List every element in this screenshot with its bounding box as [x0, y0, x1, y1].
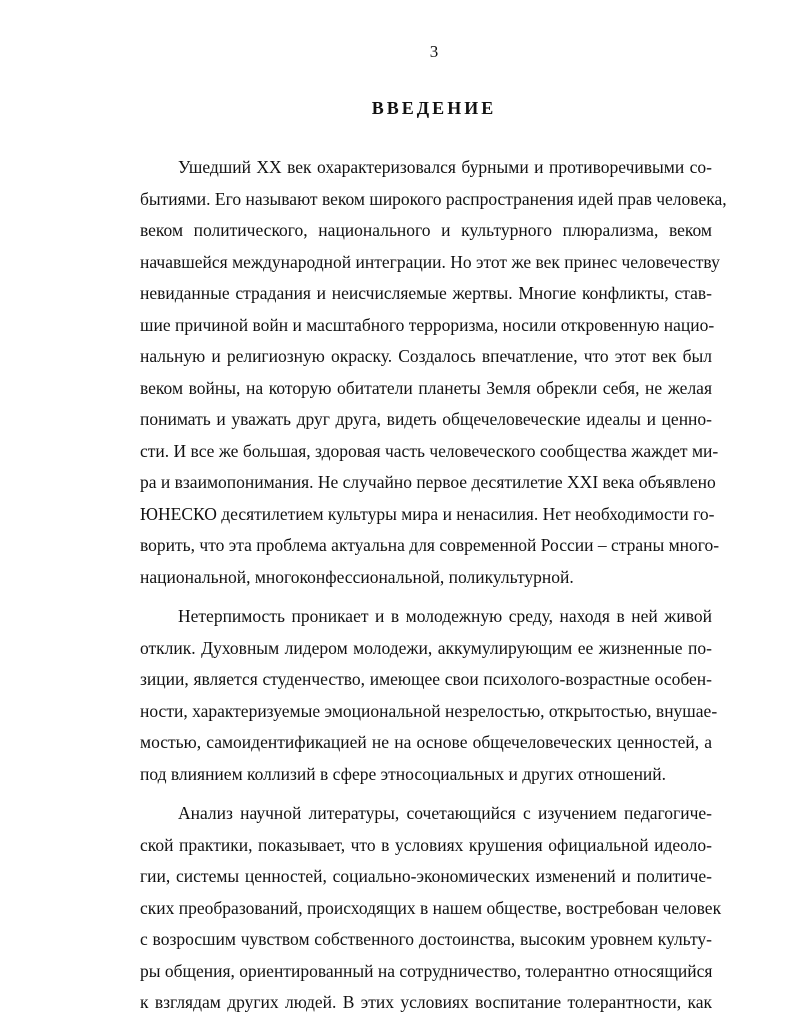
text-line: начавшейся международной интеграции. Но этот же век принес человечеству: [140, 251, 720, 272]
text-line: шие причиной войн и масштабного терроризма, носили откровенную нацио-: [140, 314, 715, 335]
text-line: гии, системы ценностей, социально-экономических изменений и политиче-: [140, 866, 712, 886]
text-line: веком политического, национального и культурного плюрализма, веком: [140, 220, 712, 240]
text-line: ской практики, показывает, что в условиях крушения официальной идеоло-: [140, 834, 712, 855]
text-line: ворить, что эта проблема актуальна для современной России – страны много-: [140, 535, 720, 555]
body-text: [140, 152, 727, 1019]
text-line: ских преобразований, происходящих в нашем обществе, востребован человек: [140, 897, 722, 918]
text-line: сти. И все же большая, здоровая часть человеческого сообщества жаждет ми-: [140, 440, 719, 461]
text-line: ности, характеризуемые эмоциональной незрелостью, открытостью, внушае-: [140, 700, 718, 721]
text-line: Анализ научной литературы, сочетающийся с изучением педагогиче-: [178, 803, 712, 823]
text-line: ЮНЕСКО десятилетием культуры мира и ненасилия. Нет необходимости го-: [140, 503, 715, 524]
section-heading: ВВЕДЕНИЕ: [371, 98, 497, 118]
text-line: веком войны, на которую обитатели планеты Земля обрекли себя, не желая: [140, 377, 712, 398]
text-line: Ушедший XX век охарактеризовался бурными и противоречивыми со-: [178, 157, 712, 177]
text-line: ра и взаимопонимания. Не случайно первое десятилетие XXI века объявлено: [140, 472, 716, 492]
text-line: национальной, многоконфессиональной, поликультурной.: [140, 566, 574, 587]
text-line: ры общения, ориентированный на сотрудничество, толерантно относящийся: [140, 960, 713, 981]
text-line: бытиями. Его называют веком широкого распространения идей прав человека,: [140, 188, 727, 209]
text-line: под влиянием коллизий в сфере этносоциальных и других отношений.: [140, 763, 667, 784]
text-line: мостью, самоидентификацией не на основе общечеловеческих ценностей, а: [140, 732, 712, 752]
paragraph: [140, 798, 722, 1019]
page-number: 3: [429, 42, 439, 61]
paragraph: [140, 601, 718, 790]
text-line: нальную и религиозную окраску. Создалось впечатление, что этот век был: [140, 346, 712, 366]
text-line: понимать и уважать друг друга, видеть общечеловеческие идеалы и ценно-: [140, 409, 712, 429]
text-line: с возросшим чувством собственного достоинства, высоким уровнем культу-: [140, 929, 712, 949]
text-line: отклик. Духовным лидером молодежи, аккумулирующим ее жизненные по-: [140, 637, 712, 658]
text-line: зиции, является студенчество, имеющее свои психолого-возрастные особен-: [140, 669, 712, 689]
text-line: невиданные страдания и неисчисляемые жертвы. Многие конфликты, став-: [140, 283, 712, 303]
text-line: к взглядам других людей. В этих условиях воспитание толерантности, как: [140, 992, 712, 1012]
paragraph: [140, 152, 727, 593]
text-line: Нетерпимость проникает и в молодежную среду, находя в ней живой: [178, 606, 712, 626]
